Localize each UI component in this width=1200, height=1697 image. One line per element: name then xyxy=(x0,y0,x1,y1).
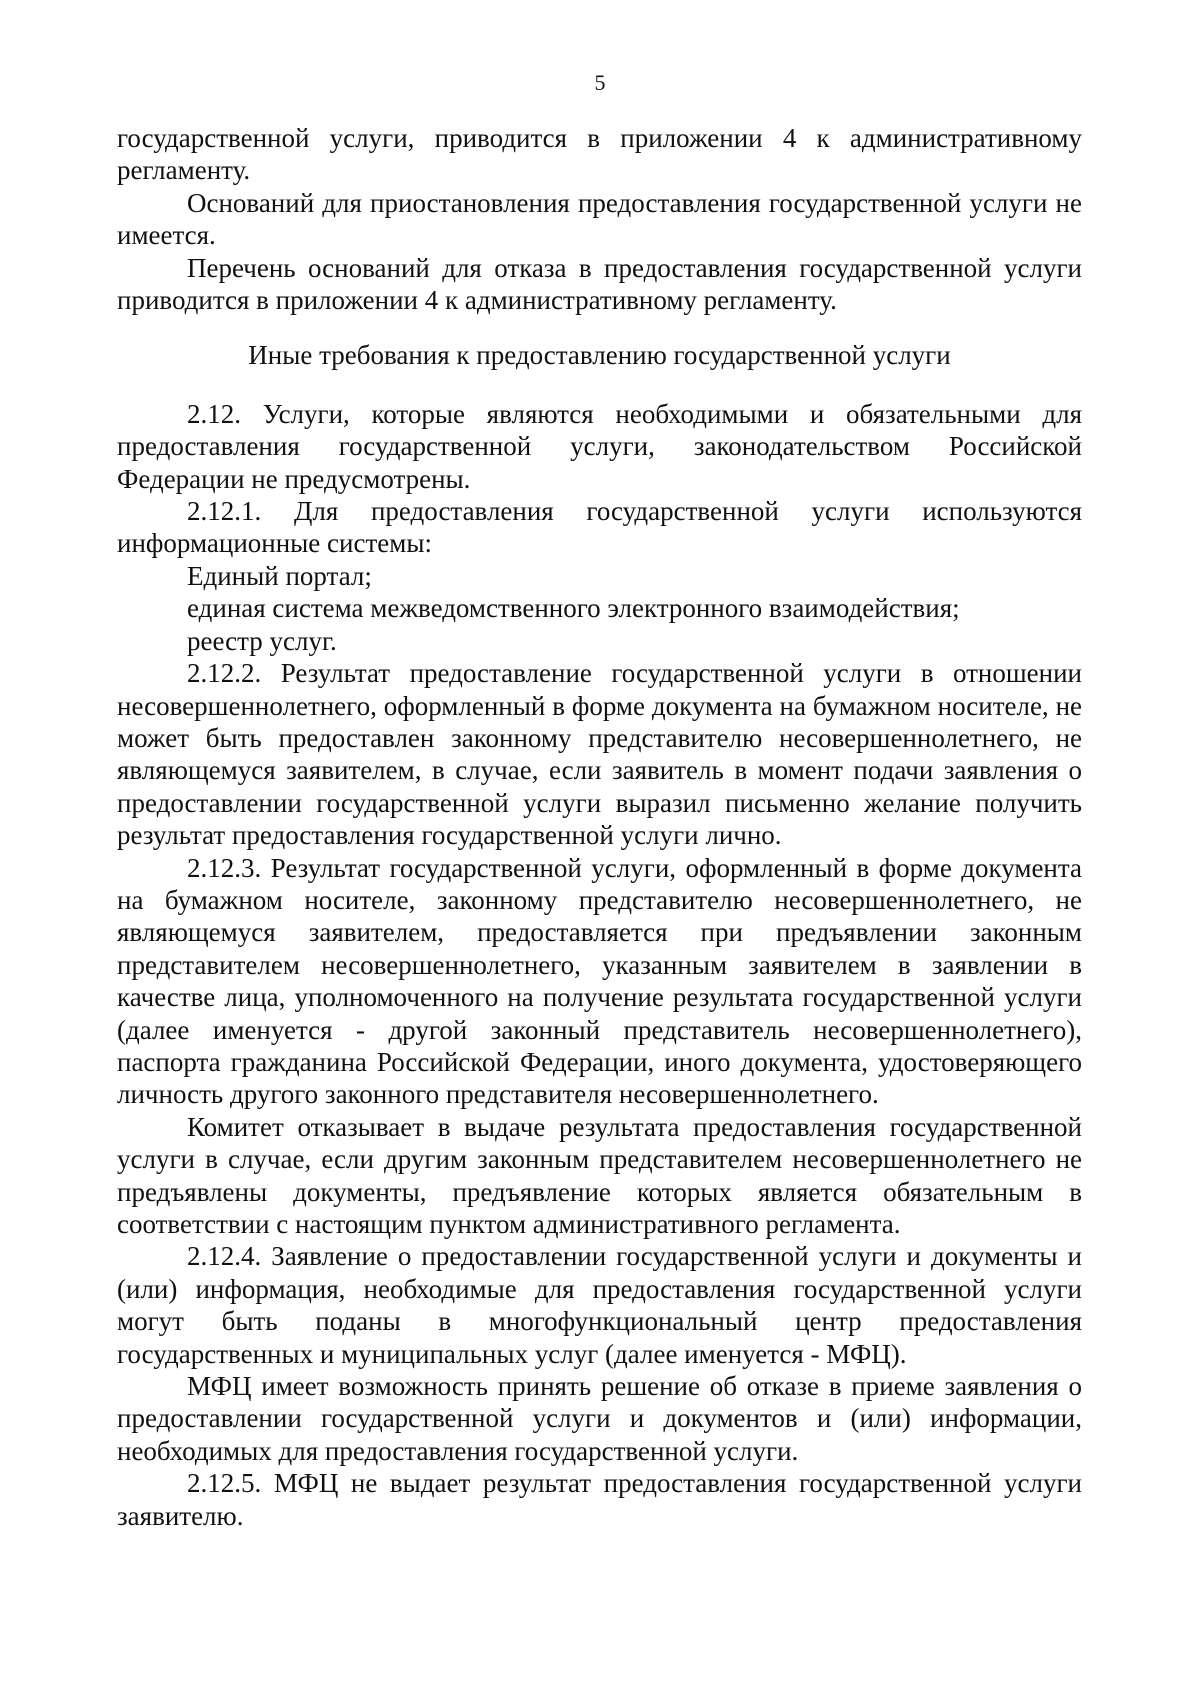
paragraph-2-12-4: 2.12.4. Заявление о предоставлении государственной услуги и документы и (или) информация, необходимые для предоставления государственной услуги могут быть поданы в многофункциональный центр предоставления государственных и муниципальных услуг (далее именуется - МФЦ). xyxy=(117,1241,1082,1369)
paragraph-mfc-refusal: МФЦ имеет возможность принять решение об отказе в приеме заявления о предоставлении государственной услуги и документов и (или) информации, необходимых для предоставления государственной услуги. xyxy=(117,1371,1082,1466)
paragraph-2-12: 2.12. Услуги, которые являются необходимыми и обязательными для предоставления государственной услуги, законодательством Российской Федерации не предусмотрены. xyxy=(117,398,1082,494)
paragraph-2-12-3: 2.12.3. Результат государственной услуги, оформленный в форме документа на бумажном носителе, законному представителю несовершеннолетнего, не являющемуся заявителем, предоставляется при предъявлении законным представителем несовершеннолетнего, указанным заявителем в заявлении в качестве лица, уполномоченного на получение результата государственной услуги (далее именуется - другой законный представитель несовершеннолетнего), паспорта гражданина Российской Федерации, иного документа, удостоверяющего личность другого законного представителя несовершеннолетнего. xyxy=(117,852,1082,1110)
paragraph-refusal-grounds: Перечень оснований для отказа в предоставления государственной услуги приводится в приложении 4 к административному регламенту. xyxy=(117,252,1082,316)
paragraph-2-12-2: 2.12.2. Результат предоставление государственной услуги в отношении несовершеннолетнего, оформленный в форме документа на бумажном носителе, не может быть предоставлен законному представителю несовершеннолетнего, не являющемуся заявителем, в случае, если заявитель в момент подачи заявления о предоставлении государственной услуги выразил письменно желание получить результат предоставления государственной услуги лично. xyxy=(117,658,1082,851)
document-body xyxy=(117,122,1082,1532)
list-item: реестр услуг. xyxy=(187,625,337,656)
list-item: Единый портал; xyxy=(187,560,372,591)
paragraph-no-suspension: Оснований для приостановления предоставления государственной услуги не имеется. xyxy=(117,187,1082,251)
paragraph-committee-refusal: Комитет отказывает в выдаче результата предоставления государственной услуги в случае, если другим законным представителем несовершеннолетнего не предъявлены документы, предъявление которых является обязательным в соответствии с настоящим пунктом административного регламента. xyxy=(117,1111,1082,1239)
paragraph-2-12-1: 2.12.1. Для предоставления государственной услуги используются информационные системы: xyxy=(117,496,1082,559)
paragraph-continuation: государственной услуги, приводится в приложении 4 к административному регламенту. xyxy=(117,123,1082,186)
list-item: единая система межведомственного электронного взаимодействия; xyxy=(187,593,960,624)
section-heading: Иные требования к предоставлению государственной услуги xyxy=(248,340,951,371)
page-number: 5 xyxy=(594,70,606,95)
paragraph-2-12-5: 2.12.5. МФЦ не выдает результат предоставления государственной услуги заявителю. xyxy=(117,1468,1082,1531)
